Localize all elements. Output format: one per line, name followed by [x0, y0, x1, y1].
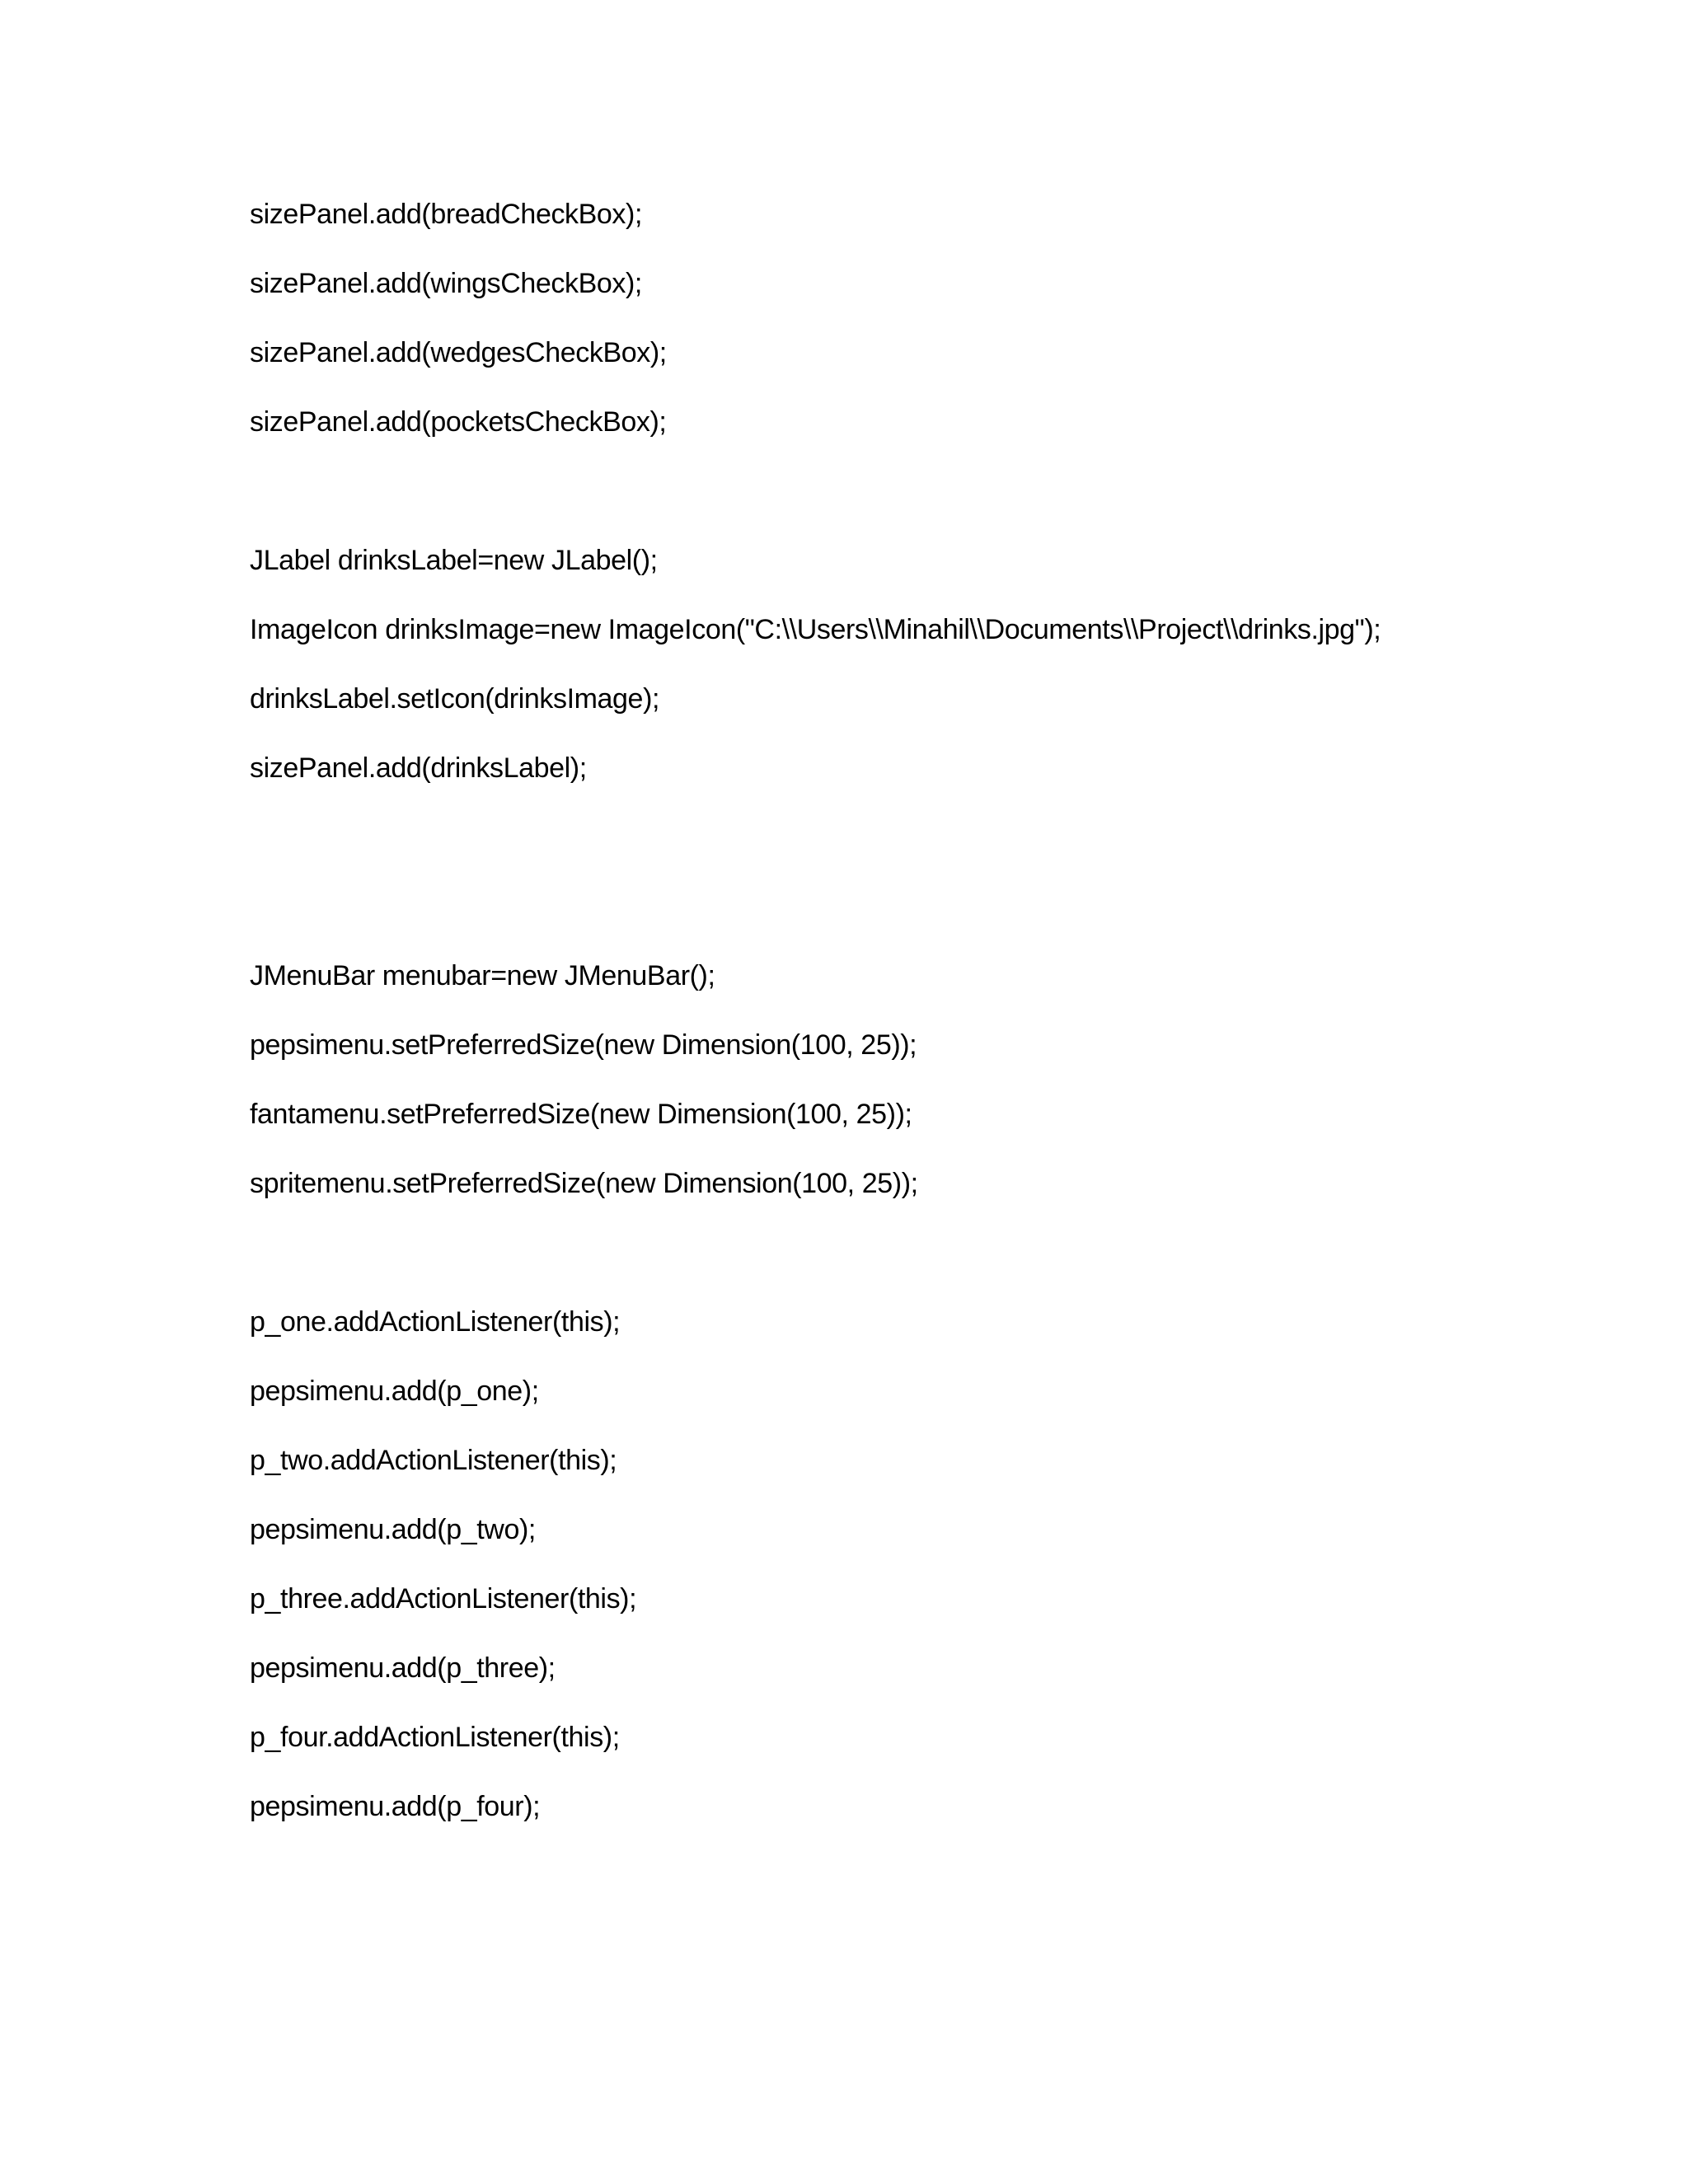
code-line: JMenuBar menubar=new JMenuBar(); [250, 960, 715, 991]
code-line: drinksLabel.setIcon(drinksImage); [250, 683, 660, 715]
code-line: fantamenu.setPreferredSize(new Dimension(100, 25)); [250, 1099, 912, 1130]
code-line: pepsimenu.add(p_four); [250, 1791, 541, 1822]
code-line: JLabel drinksLabel=new JLabel(); [250, 545, 658, 576]
code-line: pepsimenu.add(p_three); [250, 1652, 556, 1684]
code-line: sizePanel.add(pocketsCheckBox); [250, 406, 667, 438]
code-line: sizePanel.add(breadCheckBox); [250, 199, 643, 230]
code-line: ImageIcon drinksImage=new ImageIcon("C:\\Users\\Minahil\\Documents\\Project\\drinks.jpg"); [250, 614, 1381, 645]
code-line: sizePanel.add(drinksLabel); [250, 752, 587, 784]
code-line: sizePanel.add(wedgesCheckBox); [250, 337, 667, 368]
code-line: pepsimenu.setPreferredSize(new Dimension(100, 25)); [250, 1029, 917, 1061]
code-line: spritemenu.setPreferredSize(new Dimension(100, 25)); [250, 1168, 918, 1199]
code-line: p_three.addActionListener(this); [250, 1583, 637, 1615]
code-line: p_two.addActionListener(this); [250, 1445, 617, 1476]
code-line: p_four.addActionListener(this); [250, 1722, 620, 1753]
code-line: p_one.addActionListener(this); [250, 1306, 621, 1338]
code-line: pepsimenu.add(p_one); [250, 1376, 539, 1407]
code-line: pepsimenu.add(p_two); [250, 1514, 536, 1545]
code-line: sizePanel.add(wingsCheckBox); [250, 268, 642, 299]
